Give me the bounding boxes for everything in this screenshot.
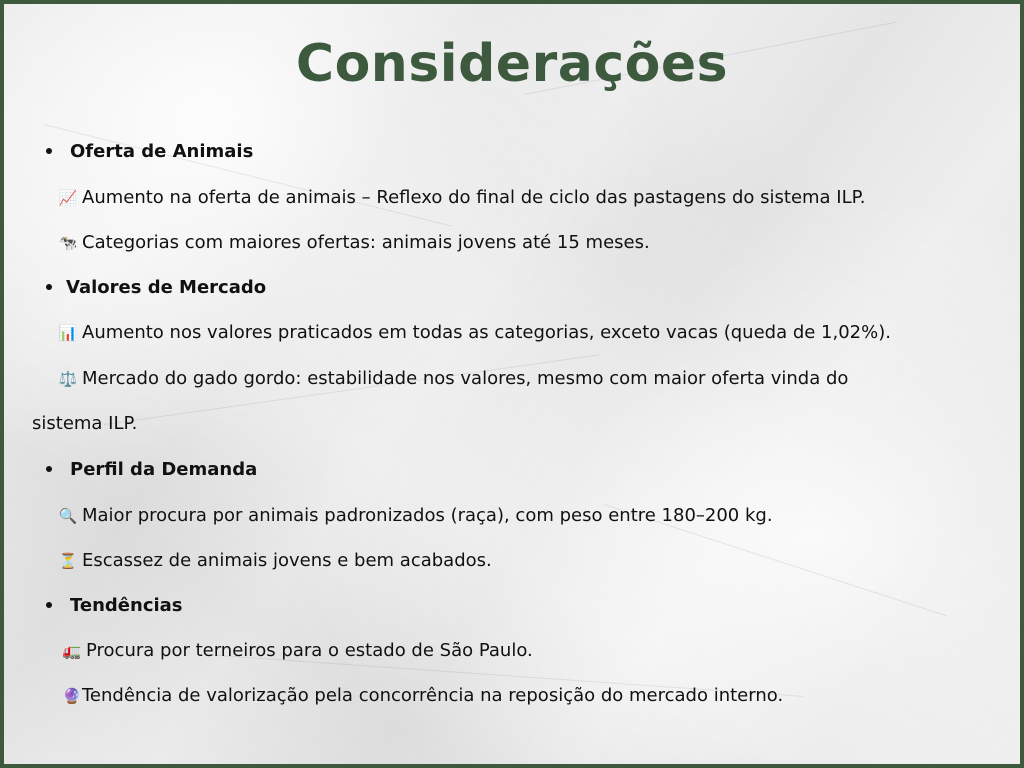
list-item-continuation	[32, 413, 137, 435]
list-item	[58, 322, 891, 344]
hourglass-icon: ⏳	[58, 552, 78, 570]
bullet-dot	[46, 284, 52, 290]
item-text: Escassez de animais jovens e bem acabados.	[82, 550, 492, 571]
page-title: Considerações	[295, 34, 729, 94]
section-heading-demanda: Perfil da Demanda	[70, 459, 258, 480]
truck-icon: 🚛	[62, 642, 82, 660]
list-item	[58, 505, 773, 527]
bullet-dot	[46, 148, 52, 154]
magnifier-icon: 🔍	[58, 507, 78, 525]
section-heading-valores: Valores de Mercado	[66, 277, 267, 298]
item-text: Mercado do gado gordo: estabilidade nos valores, mesmo com maior oferta vinda do	[82, 368, 849, 389]
item-text: Aumento na oferta de animais – Reflexo do final de ciclo das pastagens do sistema ILP.	[82, 187, 866, 208]
list-item	[58, 550, 492, 572]
chart-increasing-icon: 📈	[58, 189, 78, 207]
item-text: Aumento nos valores praticados em todas as categorias, exceto vacas (queda de 1,02%).	[82, 322, 891, 343]
list-item	[58, 232, 650, 254]
list-item	[58, 187, 865, 209]
item-text: Categorias com maiores ofertas: animais jovens até 15 meses.	[82, 232, 650, 253]
section-heading-oferta: Oferta de Animais	[70, 141, 254, 162]
bullet-dot	[46, 602, 52, 608]
crystal-ball-icon: 🔮	[62, 687, 82, 705]
list-item	[58, 368, 848, 390]
list-item	[62, 685, 783, 707]
cattle-icon: 🐄	[58, 234, 78, 252]
section-heading-tendencias: Tendências	[70, 595, 183, 616]
list-item	[62, 640, 533, 662]
item-text: sistema ILP.	[32, 413, 138, 434]
item-text: Maior procura por animais padronizados (raça), com peso entre 180–200 kg.	[82, 505, 773, 526]
bullet-dot	[46, 466, 52, 472]
balance-scale-icon: ⚖️	[58, 370, 78, 388]
paper-crease	[44, 124, 452, 227]
item-text: Tendência de valorização pela concorrência na reposição do mercado interno.	[82, 685, 784, 706]
item-text: Procura por terneiros para o estado de São Paulo.	[86, 640, 533, 661]
bar-chart-icon: 📊	[58, 324, 78, 342]
